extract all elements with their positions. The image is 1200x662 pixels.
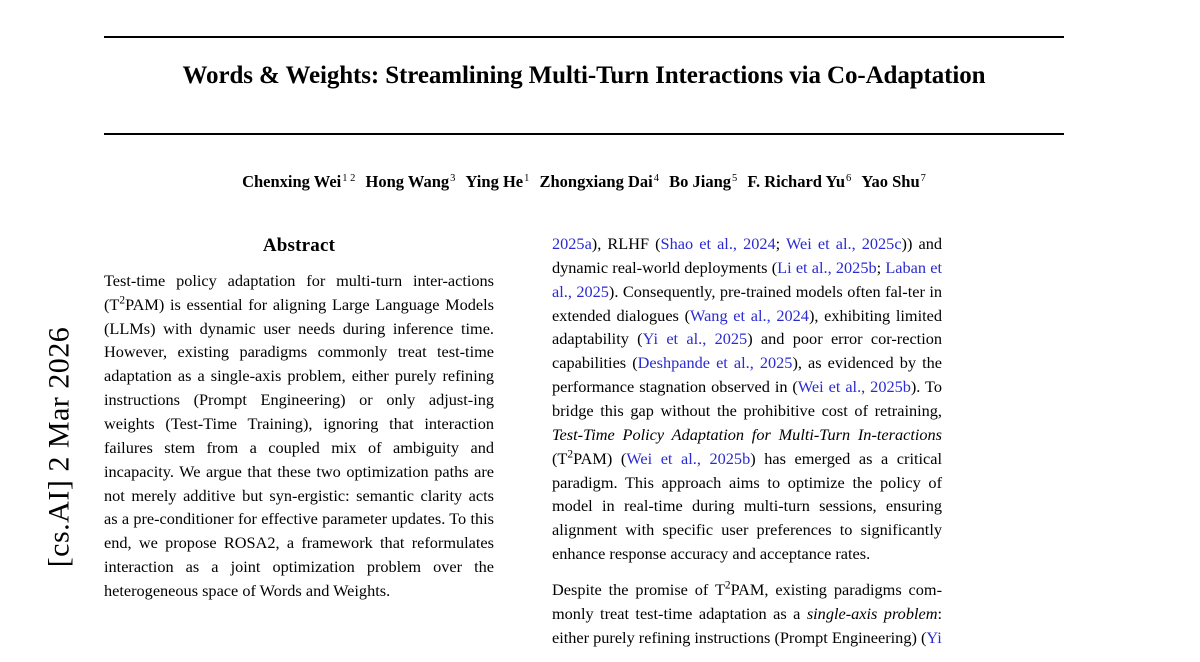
- citation-link[interactable]: Wei et al., 2025b: [626, 448, 751, 468]
- author-entry: [466, 172, 530, 191]
- author-name: Yao Shu: [861, 172, 920, 191]
- superscript-text: 2: [724, 579, 731, 592]
- body-text: ). Consequently, pre-trained models often fal-ter in extended dialogues (: [552, 281, 942, 325]
- author-affiliation: 5: [732, 172, 738, 184]
- author-affiliation: 1: [524, 172, 530, 184]
- arxiv-stamp-text: [cs.AI] 2 Mar 2026: [42, 326, 76, 568]
- body-text: ) and poor error cor-rection capabilities (: [552, 329, 942, 373]
- author-name: Ying He: [465, 172, 524, 191]
- body-text: ), as evidenced by the performance stagnation observed in (: [552, 353, 943, 397]
- abstract-text-part2: PAM) is essential for aligning Large Language Models (LLMs) with dynamic user needs during inference time. However, existing paradigms commonly treat test-time adaptation as a single-axis problem, either purely refining instructions (Prompt Engineering) or only adjust-ing weights (Test-Time Training), ignoring that interaction failures stem from a coupled mix of ambiguity and incapacity. We argue that these two optimization paths are not merely additive but syn-ergistic: semantic clarity acts as a pre-conditioner for effective parameter updates. To this end, we propose ROSA2, a framework that reformulates interaction as a joint optimization problem over the heterogeneous space of Words and Weights.: [104, 294, 494, 600]
- author-name: Bo Jiang: [669, 172, 732, 191]
- citation-link[interactable]: Li et al., 2025b: [777, 257, 877, 277]
- body-text: (T: [552, 448, 568, 468]
- citation-link[interactable]: Shao et al., 2024: [660, 234, 776, 253]
- citation-link[interactable]: Wei et al., 2025b: [797, 377, 911, 397]
- citation-link[interactable]: Wang et al., 2024: [690, 305, 809, 325]
- abstract-heading: Abstract: [262, 235, 336, 256]
- body-text: ), exhibiting limited adaptability (: [552, 305, 943, 349]
- author-name: Zhongxiang Dai: [539, 172, 653, 191]
- author-list: [104, 172, 1064, 192]
- body-text: ;: [775, 234, 786, 253]
- citation-link[interactable]: 2025a: [552, 234, 592, 253]
- author-entry: [366, 172, 456, 191]
- body-text: ). To bridge this gap without the prohibitive cost of retraining,: [552, 377, 942, 421]
- author-affiliation: 7: [920, 172, 926, 184]
- right-column: [552, 232, 942, 662]
- author-entry: [861, 172, 926, 191]
- emphasis-text: single-axis problem: [806, 603, 938, 623]
- body-text: : either purely refining instructions (Prompt Engineering) (: [552, 603, 942, 647]
- intro-paragraph-1: [552, 232, 942, 566]
- author-entry: [669, 172, 737, 191]
- citation-link[interactable]: Wei et al., 2025c: [785, 234, 902, 253]
- body-columns: [104, 232, 1064, 662]
- body-text: )) and dynamic real-world deployments (: [552, 234, 943, 277]
- intro-paragraph-2: [552, 578, 942, 650]
- author-entry: [242, 172, 355, 191]
- body-text: PAM, existing paradigms com-monly treat test-time adaptation as a: [552, 580, 943, 623]
- left-column: [104, 232, 494, 662]
- author-name: F. Richard Yu: [747, 172, 846, 191]
- citation-link[interactable]: Laban et al., 2025: [552, 257, 943, 301]
- abstract-text-part1: Test-time policy adaptation for multi-turn inter-actions (T: [104, 270, 494, 314]
- author-entry: [747, 172, 851, 191]
- body-text: Despite the promise of T: [552, 580, 725, 600]
- title-rule-top: [104, 36, 1064, 38]
- citation-link[interactable]: Yi et al., 2025: [642, 329, 748, 349]
- citation-link[interactable]: Deshpande et al., 2025: [637, 353, 793, 373]
- author-affiliation: 4: [653, 172, 659, 184]
- author-affiliation: 3: [450, 172, 456, 184]
- author-entry: [539, 172, 659, 191]
- arxiv-stamp: [14, 0, 104, 648]
- author-name: Hong Wang: [365, 172, 450, 191]
- author-affiliation: 6: [846, 172, 852, 184]
- body-text: ), RLHF (: [591, 234, 661, 253]
- author-name: Chenxing Wei: [242, 172, 342, 191]
- citation-link[interactable]: Yi: [926, 627, 942, 647]
- paper-content: [104, 0, 1164, 648]
- author-affiliation: 1 2: [342, 172, 356, 184]
- abstract-paragraph: [104, 269, 494, 603]
- superscript-text: 2: [567, 448, 574, 461]
- body-text: PAM) (: [573, 448, 627, 468]
- page-title: Words & Weights: Streamlining Multi-Turn Interactions via Co-Adaptation: [182, 62, 986, 89]
- abstract-superscript: 2: [119, 294, 126, 307]
- emphasis-text: Test-Time Policy Adaptation for Multi-Turn In-teractions: [552, 424, 942, 444]
- title-rule-bottom: [104, 133, 1064, 135]
- body-text: ) has emerged as a critical paradigm. This approach aims to optimize the policy of model in real-time during multi-turn sessions, ensuring alignment with specific user preferences to significantly enhance response accuracy and acceptance rates.: [552, 448, 942, 564]
- body-text: ;: [876, 257, 886, 277]
